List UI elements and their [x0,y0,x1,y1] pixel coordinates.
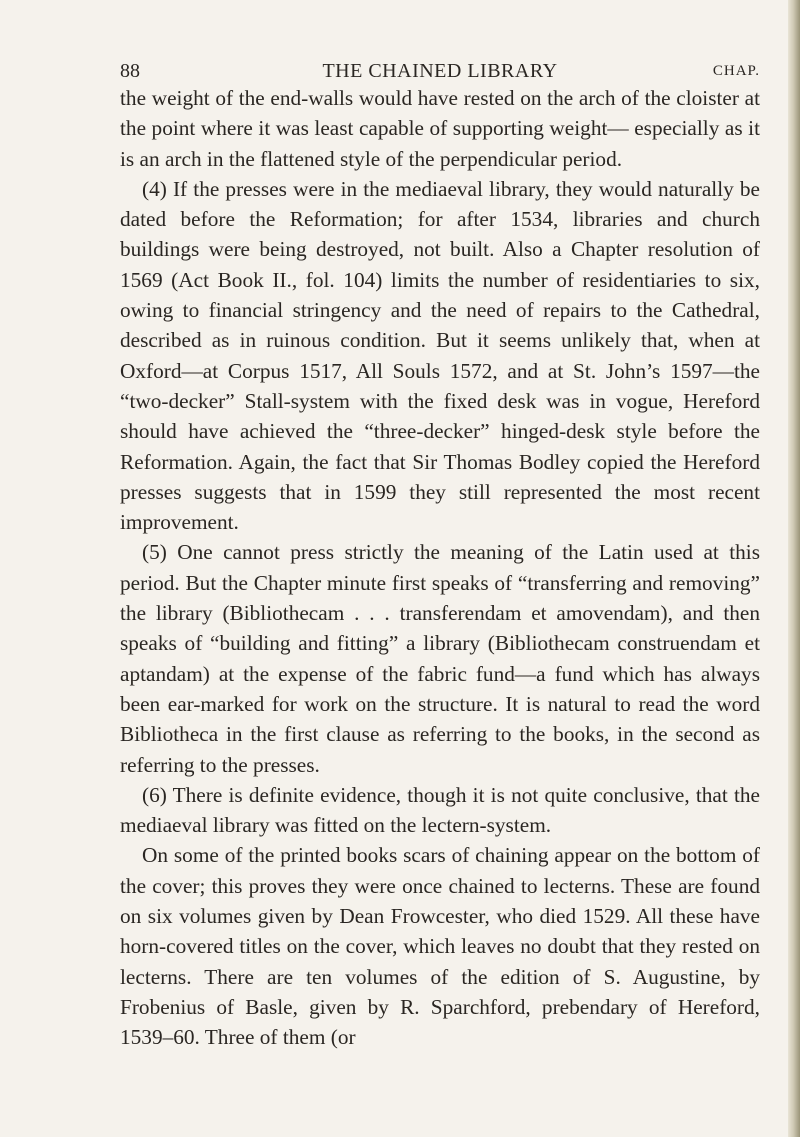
body-text [120,83,760,1053]
paragraph-printed-books: On some of the printed books scars of chaining appear on the bottom of the cover; this proves they were once chained to lecterns. These are found on six volumes given by Dean Frowcester, who died 1529. All these have horn-covered titles on the cover, which leaves no doubt that they rested on lecterns. There are ten volumes of the edition of S. Augustine, by Frobenius of Basle, given by R. Sparchford, prebendary of Hereford, 1539–60. Three of them (or [120,843,760,1050]
paragraph-point-6: (6) There is definite evidence, though it is not quite conclusive, that the mediaeval library was fitted on the lectern-system. [120,782,760,838]
running-title: THE CHAINED LIBRARY [322,60,558,82]
page-edge-shadow [788,0,800,1137]
page-number: 88 [120,60,140,82]
paragraph-point-5: (5) One cannot press strictly the meaning of the Latin used at this period. But the Chapter minute first speaks of “transferring and removing” the library (Bibliothecam . . . transferendam et amovendam), and then speaks of “building and fitting” a library (Bibliothecam construendam et aptandam) at the expense of the fabric fund—a fund which has always been ear-marked for work on the structure. It is natural to read the word Bibliotheca in the first clause as referring to the books, in the second as referring to the presses. [120,540,760,777]
running-header [120,60,760,84]
paragraph-continuation: the weight of the end-walls would have rested on the arch of the cloister at the point where it was least capable of supporting weight— especially as it is an arch in the flattened style of the perpendicular period. [120,86,760,171]
paragraph-point-4: (4) If the presses were in the mediaeval library, they would naturally be dated before the Reformation; for after 1534, libraries and church buildings were being destroyed, not built. Also a Chapter resolution of 1569 (Act Book II., fol. 104) limits the number of residentiaries to six, owing to financial stringency and the need of repairs to the Cathedral, described as in ruinous condition. But it seems unlikely that, when at Oxford—at Corpus 1517, All Souls 1572, and at St. John’s 1597—the “two-decker” Stall-system with the fixed desk was in vogue, Hereford should have achieved the “three-decker” hinged-desk style before the Reformation. Again, the fact that Sir Thomas Bodley copied the Hereford presses suggests that in 1599 they still represented the most recent improvement. [120,176,760,535]
chapter-label: CHAP. [712,63,760,79]
